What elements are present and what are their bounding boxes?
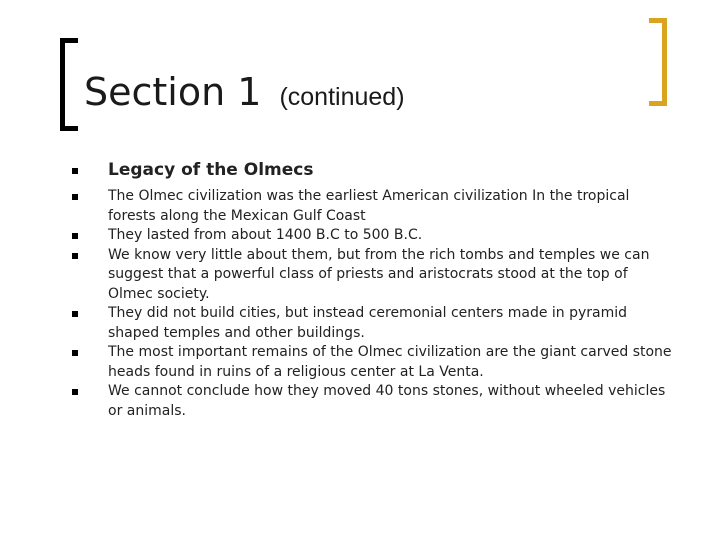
slide-title-subtitle: (continued) xyxy=(279,83,405,111)
square-bullet-icon xyxy=(72,233,78,239)
bullet-text: We cannot conclude how they moved 40 tons stones, without wheeled vehicles or animals. xyxy=(108,383,666,419)
bullet-item xyxy=(72,187,672,226)
bullet-text: Legacy of the Olmecs xyxy=(108,160,314,180)
bullet-text: They did not build cities, but instead ceremonial centers made in pyramid shaped temples and other buildings. xyxy=(108,305,628,341)
bullet-text: They lasted from about 1400 B.C to 500 B.C. xyxy=(108,227,423,243)
bullet-item xyxy=(72,304,672,343)
square-bullet-icon xyxy=(72,194,78,200)
bullet-item xyxy=(72,343,672,382)
bullet-item xyxy=(72,246,672,305)
slide-title-main: Section 1 xyxy=(84,70,262,114)
left-bracket-decoration xyxy=(60,38,78,131)
square-bullet-icon xyxy=(72,311,78,317)
square-bullet-icon xyxy=(72,168,78,174)
bullet-text: We know very little about them, but from the rich tombs and temples we can suggest that a powerful class of priests and aristocrats stood at the top of Olmec society. xyxy=(108,246,650,302)
bullet-text: The most important remains of the Olmec civilization are the giant carved stone heads found in ruins of a religious center at La Venta. xyxy=(108,344,672,380)
bullet-item xyxy=(72,226,672,246)
bullet-text: The Olmec civilization was the earliest American civilization In the tropical forests along the Mexican Gulf Coast xyxy=(108,188,630,224)
slide-title xyxy=(84,67,405,122)
square-bullet-icon xyxy=(72,253,78,259)
right-bracket-decoration xyxy=(649,18,667,106)
bullet-list xyxy=(72,160,672,421)
square-bullet-icon xyxy=(72,389,78,395)
bullet-item xyxy=(72,382,672,421)
square-bullet-icon xyxy=(72,350,78,356)
bullet-heading xyxy=(72,160,672,180)
